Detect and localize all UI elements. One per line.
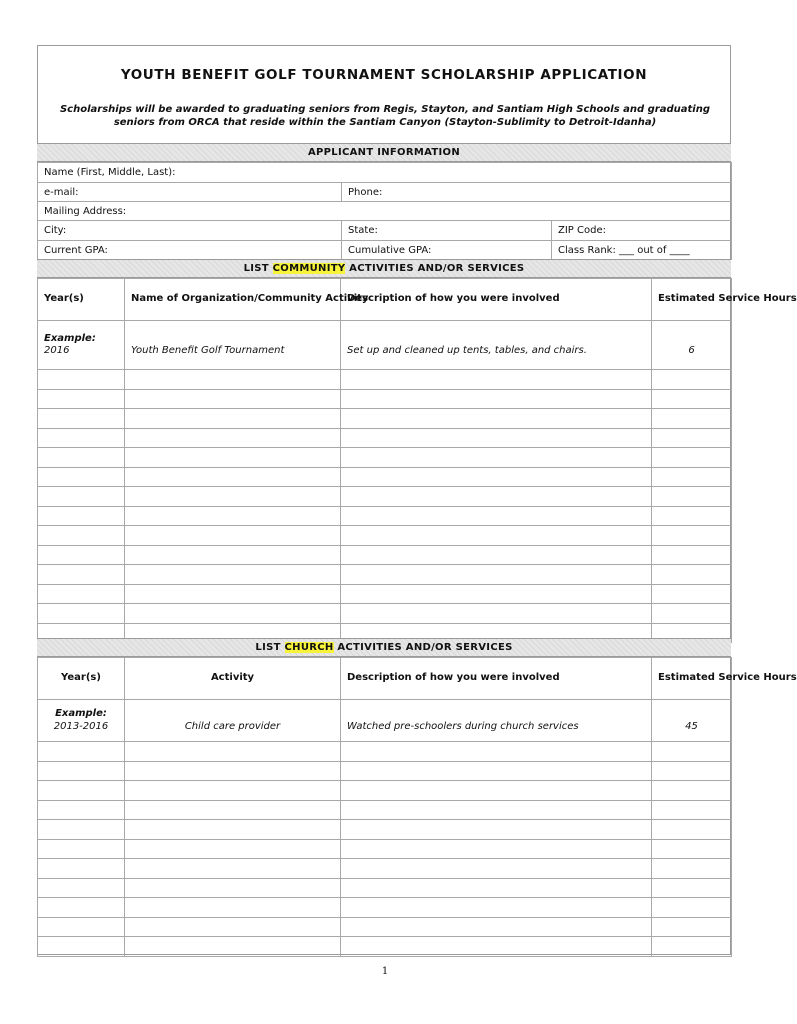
community-entry-row bbox=[38, 467, 732, 487]
community-example-description bbox=[341, 321, 652, 370]
community-col-description: Description of how you were involved bbox=[341, 279, 652, 321]
church-entry-hours-cell[interactable] bbox=[652, 937, 732, 957]
community-entry-description-cell[interactable] bbox=[341, 545, 652, 565]
church-entry-description-cell[interactable] bbox=[341, 761, 652, 781]
community-entry-name-cell[interactable] bbox=[125, 370, 341, 390]
church-entry-hours-cell[interactable] bbox=[652, 781, 732, 801]
church-entry-name-cell[interactable] bbox=[125, 917, 341, 937]
community-example-year bbox=[38, 321, 125, 370]
community-entry-year-cell[interactable] bbox=[38, 467, 125, 487]
community-entry-year-cell[interactable] bbox=[38, 565, 125, 585]
community-entry-year-cell[interactable] bbox=[38, 487, 125, 507]
community-entry-description-cell[interactable] bbox=[341, 565, 652, 585]
community-entry-row bbox=[38, 370, 732, 390]
community-entry-description-cell[interactable] bbox=[341, 506, 652, 526]
class-rank-label: Class Rank: ___ out of ____ bbox=[558, 244, 690, 256]
church-entry-row bbox=[38, 761, 732, 781]
church-entry-hours-cell[interactable] bbox=[652, 839, 732, 859]
community-entry-year-cell[interactable] bbox=[38, 389, 125, 409]
church-entry-name-cell[interactable] bbox=[125, 878, 341, 898]
church-example-year bbox=[38, 700, 125, 742]
church-activities-heading bbox=[37, 638, 731, 657]
cumulative-gpa-field[interactable] bbox=[342, 241, 552, 260]
church-example-hours-value: 45 bbox=[685, 720, 698, 732]
name-label: Name (First, Middle, Last): bbox=[44, 167, 176, 178]
form-subtitle: Scholarships will be awarded to graduating seniors from Regis, Stayton, and Santiam High Schools and graduating seniors from ORCA that reside within the Santiam Canyon (Stayton-Sublimity to Detroit-Idanha) bbox=[59, 104, 710, 128]
church-heading-pre: LIST bbox=[255, 642, 285, 653]
church-heading-post: ACTIVITIES AND/OR SERVICES bbox=[333, 642, 513, 653]
current-gpa-field[interactable] bbox=[38, 241, 342, 260]
community-col-organization: Name of Organization/Community Activity bbox=[125, 279, 341, 321]
church-entry-name-cell[interactable] bbox=[125, 761, 341, 781]
church-example-activity-value: Child care provider bbox=[184, 720, 281, 732]
community-entry-year-cell[interactable] bbox=[38, 506, 125, 526]
church-entry-hours-cell[interactable] bbox=[652, 898, 732, 918]
community-entry-hours-cell[interactable] bbox=[652, 526, 732, 546]
church-entry-description-cell[interactable] bbox=[341, 781, 652, 801]
community-entry-year-cell[interactable] bbox=[38, 409, 125, 429]
church-entry-year-cell[interactable] bbox=[38, 839, 125, 859]
church-entry-description-cell[interactable] bbox=[341, 917, 652, 937]
current-gpa-label: Current GPA: bbox=[44, 244, 108, 256]
cumulative-gpa-label: Cumulative GPA: bbox=[348, 244, 432, 256]
church-entry-year-cell[interactable] bbox=[38, 800, 125, 820]
community-heading-highlight: COMMUNITY bbox=[272, 263, 346, 274]
church-entry-year-cell[interactable] bbox=[38, 820, 125, 840]
community-entry-year-cell[interactable] bbox=[38, 370, 125, 390]
community-entry-hours-cell[interactable] bbox=[652, 370, 732, 390]
church-entry-name-cell[interactable] bbox=[125, 800, 341, 820]
church-entry-name-cell[interactable] bbox=[125, 839, 341, 859]
church-entry-year-cell[interactable] bbox=[38, 742, 125, 762]
church-entry-description-cell[interactable] bbox=[341, 859, 652, 879]
community-entry-hours-cell[interactable] bbox=[652, 487, 732, 507]
form-title: YOUTH BENEFIT GOLF TOURNAMENT SCHOLARSHIP APPLICATION bbox=[120, 67, 648, 83]
community-entry-name-cell[interactable] bbox=[125, 428, 341, 448]
community-blank-rows bbox=[38, 370, 732, 643]
community-example-organization bbox=[125, 321, 341, 370]
community-entry-row bbox=[38, 506, 732, 526]
community-entry-row bbox=[38, 409, 732, 429]
church-col-activity: Activity bbox=[125, 658, 341, 700]
church-entry-description-cell[interactable] bbox=[341, 839, 652, 859]
zip-code-field[interactable] bbox=[552, 221, 732, 241]
community-entry-hours-cell[interactable] bbox=[652, 584, 732, 604]
church-entry-year-cell[interactable] bbox=[38, 859, 125, 879]
community-entry-name-cell[interactable] bbox=[125, 604, 341, 624]
community-entry-hours-cell[interactable] bbox=[652, 545, 732, 565]
church-example-year-value: 2013-2016 bbox=[53, 720, 109, 732]
community-entry-description-cell[interactable] bbox=[341, 389, 652, 409]
church-entry-hours-cell[interactable] bbox=[652, 859, 732, 879]
community-entry-description-cell[interactable] bbox=[341, 428, 652, 448]
church-entry-row bbox=[38, 839, 732, 859]
page-number: 1 bbox=[381, 966, 389, 977]
community-entry-row bbox=[38, 428, 732, 448]
church-entry-name-cell[interactable] bbox=[125, 781, 341, 801]
state-field[interactable] bbox=[342, 221, 552, 241]
community-entry-description-cell[interactable] bbox=[341, 604, 652, 624]
church-col-hours: Estimated Service Hours bbox=[652, 658, 732, 700]
community-entry-name-cell[interactable] bbox=[125, 584, 341, 604]
mailing-address-label: Mailing Address: bbox=[44, 205, 127, 217]
community-entry-year-cell[interactable] bbox=[38, 428, 125, 448]
community-entry-year-cell[interactable] bbox=[38, 545, 125, 565]
community-entry-name-cell[interactable] bbox=[125, 506, 341, 526]
church-entry-description-cell[interactable] bbox=[341, 937, 652, 957]
church-entry-hours-cell[interactable] bbox=[652, 878, 732, 898]
email-label: e-mail: bbox=[44, 186, 79, 198]
applicant-info-heading-text: APPLICANT INFORMATION bbox=[308, 147, 460, 158]
church-entry-description-cell[interactable] bbox=[341, 820, 652, 840]
church-entry-row bbox=[38, 781, 732, 801]
class-rank-field[interactable] bbox=[552, 241, 732, 260]
community-entry-description-cell[interactable] bbox=[341, 526, 652, 546]
community-col-year: Year(s) bbox=[38, 279, 125, 321]
church-entry-name-cell[interactable] bbox=[125, 898, 341, 918]
community-entry-description-cell[interactable] bbox=[341, 409, 652, 429]
community-entry-description-cell[interactable] bbox=[341, 584, 652, 604]
church-entry-description-cell[interactable] bbox=[341, 898, 652, 918]
community-example-year-value: 2016 bbox=[44, 345, 70, 356]
community-entry-row bbox=[38, 584, 732, 604]
community-entry-hours-cell[interactable] bbox=[652, 448, 732, 468]
church-entry-row bbox=[38, 820, 732, 840]
community-entry-hours-cell[interactable] bbox=[652, 565, 732, 585]
community-entry-year-cell[interactable] bbox=[38, 526, 125, 546]
church-activities-table bbox=[37, 657, 797, 957]
community-example-description-value: Set up and cleaned up tents, tables, and chairs. bbox=[347, 345, 587, 356]
community-entry-name-cell[interactable] bbox=[125, 389, 341, 409]
church-entry-hours-cell[interactable] bbox=[652, 742, 732, 762]
community-entry-hours-cell[interactable] bbox=[652, 409, 732, 429]
community-entry-row bbox=[38, 487, 732, 507]
church-entry-year-cell[interactable] bbox=[38, 761, 125, 781]
community-entry-name-cell[interactable] bbox=[125, 545, 341, 565]
church-entry-row bbox=[38, 742, 732, 762]
community-entry-row bbox=[38, 526, 732, 546]
church-entry-description-cell[interactable] bbox=[341, 878, 652, 898]
church-entry-row bbox=[38, 917, 732, 937]
church-example-activity bbox=[125, 700, 341, 742]
church-entry-name-cell[interactable] bbox=[125, 742, 341, 762]
phone-field[interactable] bbox=[342, 183, 732, 202]
community-entry-row bbox=[38, 545, 732, 565]
church-col-year: Year(s) bbox=[38, 658, 125, 700]
church-example-description-value: Watched pre-schoolers during church services bbox=[347, 720, 579, 732]
community-entry-name-cell[interactable] bbox=[125, 526, 341, 546]
mailing-address-field[interactable] bbox=[38, 202, 732, 221]
church-entry-year-cell[interactable] bbox=[38, 937, 125, 957]
church-col-description: Description of how you were involved bbox=[341, 658, 652, 700]
community-entry-name-cell[interactable] bbox=[125, 487, 341, 507]
community-entry-description-cell[interactable] bbox=[341, 487, 652, 507]
church-entry-description-cell[interactable] bbox=[341, 800, 652, 820]
community-entry-name-cell[interactable] bbox=[125, 467, 341, 487]
community-entry-hours-cell[interactable] bbox=[652, 428, 732, 448]
community-entry-row bbox=[38, 389, 732, 409]
community-entry-year-cell[interactable] bbox=[38, 604, 125, 624]
community-activities-table bbox=[37, 278, 797, 643]
church-example-hours bbox=[652, 700, 732, 742]
church-example-description bbox=[341, 700, 652, 742]
church-heading-highlight: CHURCH bbox=[284, 642, 334, 653]
church-entry-name-cell[interactable] bbox=[125, 937, 341, 957]
church-entry-hours-cell[interactable] bbox=[652, 761, 732, 781]
community-entry-row bbox=[38, 448, 732, 468]
church-entry-hours-cell[interactable] bbox=[652, 820, 732, 840]
community-example-hours bbox=[652, 321, 732, 370]
church-entry-row bbox=[38, 937, 732, 957]
name-field[interactable] bbox=[38, 163, 732, 183]
church-entry-year-cell[interactable] bbox=[38, 878, 125, 898]
applicant-info-heading bbox=[37, 143, 731, 162]
community-entry-hours-cell[interactable] bbox=[652, 604, 732, 624]
community-entry-row bbox=[38, 604, 732, 624]
church-entry-hours-cell[interactable] bbox=[652, 800, 732, 820]
church-entry-hours-cell[interactable] bbox=[652, 917, 732, 937]
community-heading-pre: LIST bbox=[243, 263, 273, 274]
church-entry-name-cell[interactable] bbox=[125, 820, 341, 840]
community-example-hours-value: 6 bbox=[688, 345, 695, 356]
zip-code-label: ZIP Code: bbox=[558, 225, 606, 236]
church-entry-row bbox=[38, 800, 732, 820]
email-field[interactable] bbox=[38, 183, 342, 202]
community-entry-hours-cell[interactable] bbox=[652, 506, 732, 526]
church-entry-name-cell[interactable] bbox=[125, 859, 341, 879]
state-label: State: bbox=[348, 225, 378, 236]
community-entry-hours-cell[interactable] bbox=[652, 467, 732, 487]
community-example-organization-value: Youth Benefit Golf Tournament bbox=[131, 345, 285, 356]
community-entry-name-cell[interactable] bbox=[125, 565, 341, 585]
church-entry-row bbox=[38, 898, 732, 918]
community-entry-description-cell[interactable] bbox=[341, 448, 652, 468]
city-label: City: bbox=[44, 225, 67, 236]
community-entry-name-cell[interactable] bbox=[125, 448, 341, 468]
community-entry-name-cell[interactable] bbox=[125, 409, 341, 429]
phone-label: Phone: bbox=[348, 186, 383, 198]
community-heading-post: ACTIVITIES AND/OR SERVICES bbox=[345, 263, 525, 274]
community-activities-heading bbox=[37, 259, 731, 278]
community-col-hours: Estimated Service Hours bbox=[652, 279, 732, 321]
church-entry-row bbox=[38, 859, 732, 879]
community-entry-description-cell[interactable] bbox=[341, 370, 652, 390]
community-entry-year-cell[interactable] bbox=[38, 448, 125, 468]
church-example-label: Example: bbox=[55, 708, 107, 719]
community-entry-year-cell[interactable] bbox=[38, 584, 125, 604]
church-entry-row bbox=[38, 878, 732, 898]
church-entry-year-cell[interactable] bbox=[38, 917, 125, 937]
community-entry-description-cell[interactable] bbox=[341, 467, 652, 487]
community-example-label: Example: bbox=[44, 332, 96, 344]
church-entry-year-cell[interactable] bbox=[38, 781, 125, 801]
church-entry-year-cell[interactable] bbox=[38, 898, 125, 918]
city-field[interactable] bbox=[38, 221, 342, 241]
church-entry-description-cell[interactable] bbox=[341, 742, 652, 762]
community-entry-row bbox=[38, 565, 732, 585]
community-entry-hours-cell[interactable] bbox=[652, 389, 732, 409]
applicant-info-table bbox=[37, 162, 732, 260]
church-blank-rows bbox=[38, 742, 732, 957]
